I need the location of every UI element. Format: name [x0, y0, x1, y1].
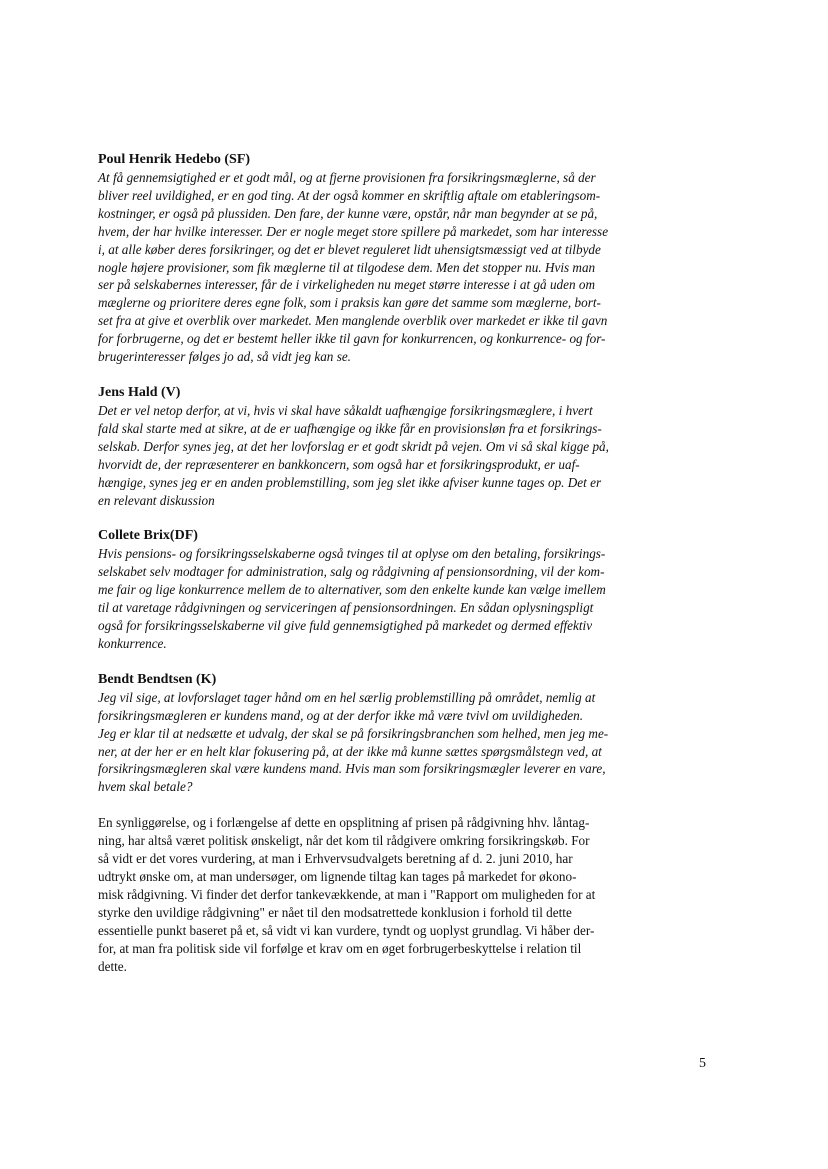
- text-line: nogle højere provisioner, som fik mæglerne til at tilgodese dem. Men det stopper nu. Hvis man: [98, 259, 596, 275]
- text-line: for, at man fra politisk side vil forfølge et krav om en øget forbrugerbeskyttelse i relation til: [98, 940, 582, 956]
- statement-quote: [98, 689, 713, 796]
- text-line: dette.: [98, 958, 127, 974]
- text-line: brugerinteresser følges jo ad, så vidt jeg kan se.: [98, 349, 351, 365]
- text-line: essentielle punkt baseret på et, så vidt vi kan vurdere, tyndt og uoplyst grundlag. Vi håber der-: [98, 922, 595, 938]
- text-line: me fair og lige konkurrence mellem de to alternativer, som den enkelte kunde kan vælge imellem: [98, 582, 606, 598]
- text-line: ner, at der her er en helt klar fokusering på, at der ikke må kunne sættes spørgsmålstegn ved, at: [98, 743, 602, 759]
- speaker-name: Collete Brix(DF): [98, 528, 198, 544]
- statement-section: [98, 527, 713, 652]
- text-line: i, at alle køber deres forsikringer, og det er blevet reguleret lidt uhensigtsmæssigt ved at tilbyde: [98, 241, 601, 257]
- text-line: forsikringsmægleren er kundens mand, og at der derfor ikke må være tvivl om uvildigheden.: [98, 707, 584, 723]
- text-line: konkurrence.: [98, 635, 167, 651]
- paragraph-gap: [98, 653, 713, 671]
- speaker-name: Bendt Bendtsen (K): [98, 671, 217, 687]
- text-line: for forbrugerne, og det er bestemt heller ikke til gavn for konkurrencen, og konkurrence- og for-: [98, 331, 606, 347]
- speaker-name: Jens Hald (V): [98, 384, 181, 400]
- text-line: ning, har altså været politisk ønskeligt, når det kom til rådgivere omkring forsikringskøb. For: [98, 833, 590, 849]
- text-line: Jeg er klar til at nedsætte et udvalg, der skal se på forsikringsbranchen som helhed, men jeg me-: [98, 725, 609, 741]
- text-line: ser på selskabernes interesser, får de i virkeligheden nu meget større interesse i at gå uden om: [98, 277, 596, 293]
- statement-section: [98, 151, 713, 366]
- text-line: fald skal starte med at sikre, at de er uafhængige og ikke får en provisionsløn fra et forsikrings-: [98, 420, 602, 436]
- text-line: En synliggørelse, og i forlængelse af dette en opsplitning af prisen på rådgivning hhv. låntag-: [98, 815, 590, 831]
- statement-quote: [98, 545, 713, 652]
- paragraph-gap: [98, 509, 713, 527]
- statement-section: [98, 384, 713, 509]
- speaker-name: Poul Henrik Hedebo (SF): [98, 152, 251, 167]
- text-line: udtrykt ønske om, at man undersøger, om lignende tiltag kan tages på markedet for økono-: [98, 869, 577, 884]
- text-line: styrke den uvildige rådgivning" er nået til den modsatrettede konklusion i forhold til dette: [98, 904, 572, 920]
- text-line: selskabet selv modtager for administration, salg og rådgivning af pensionsordning, vil der kom-: [98, 564, 605, 580]
- text-line: hvorvidt de, der repræsenterer en bankkoncern, som også har et forsikringsprodukt, er uaf-: [98, 456, 580, 472]
- text-line: misk rådgivning. Vi finder det derfor tankevækkende, at man i "Rapport om muligheden for at: [98, 886, 596, 902]
- text-line: også for forsikringsselskaberne vil give fuld gennemsigtighed på markedet og dermed effektiv: [98, 618, 593, 634]
- page-number: 5: [699, 1056, 706, 1071]
- statement-section: [98, 671, 713, 796]
- statement-quote: [98, 169, 713, 366]
- text-line: Det er vel netop derfor, at vi, hvis vi skal have såkaldt uafhængige forsikringsmæglere, i hvert: [98, 402, 593, 418]
- paragraph-gap: [98, 796, 713, 814]
- text-line: hvem, der har hvilke interesser. Der er nogle meget store spillere på markedet, som har interesse: [98, 223, 609, 239]
- text-line: Hvis pensions- og forsikringsselskaberne også tvinges til at oplyse om den betaling, forsikrings-: [98, 546, 606, 562]
- text-line: hængige, synes jeg er en anden problemstilling, som jeg slet ikke afviser kunne tages op. Det er: [98, 474, 602, 490]
- text-line: selskab. Derfor synes jeg, at det her lovforslag er et godt skridt på vejen. Om vi så skal kigge på,: [98, 438, 609, 454]
- text-line: At få gennemsigtighed er et godt mål, og at fjerne provisionen fra forsikringsmæglerne, så der: [98, 170, 596, 185]
- text-line: Jeg vil sige, at lovforslaget tager hånd om en hel særlig problemstilling på området, nemlig at: [98, 689, 596, 705]
- statement-quote: [98, 402, 713, 509]
- closing-paragraph: [98, 814, 713, 975]
- text-line: så vidt er det vores vurdering, at man i Erhvervsudvalgets beretning af d. 2. juni 2010, har: [98, 851, 573, 867]
- text-line: hvem skal betale?: [98, 779, 193, 795]
- text-line: forsikringsmægleren skal være kundens mand. Hvis man som forsikringsmægler leverer en vare,: [98, 761, 606, 777]
- text-line: set fra at give et overblik over markedet. Men manglende overblik over markedet er ikke til gavn: [98, 313, 608, 329]
- text-line: en relevant diskussion: [98, 492, 215, 508]
- text-line: til at varetage rådgivningen og serviceringen af pensionsordningen. En sådan oplysningspligt: [98, 600, 594, 616]
- paragraph-gap: [98, 366, 713, 384]
- text-line: mæglerne og prioritere deres egne folk, som i praksis kan gøre det samme som mæglerne, bort-: [98, 295, 601, 311]
- document-body: [98, 151, 713, 975]
- text-line: kostninger, er også på plussiden. Den fare, der kunne være, opstår, når man begynder at se på,: [98, 205, 598, 221]
- text-line: bliver reel uvildighed, er en god ting. At der også kommer en skriftlig aftale om etableringsom-: [98, 187, 601, 203]
